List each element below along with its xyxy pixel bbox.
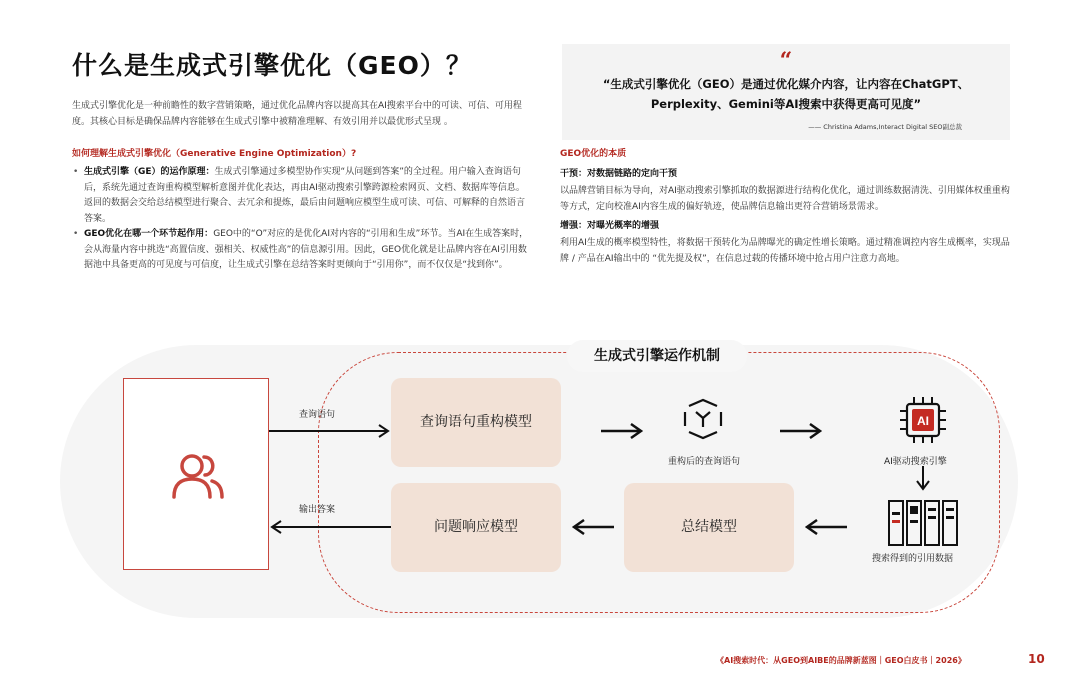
quote-text: “生成式引擎优化（GEO）是通过优化媒介内容，让内容在ChatGPT、Perplexity、Gemini等AI搜索中获得更高可见度”: [602, 77, 970, 111]
page-title: 什么是生成式引擎优化（GEO）？: [72, 51, 472, 80]
page-number: 10: [1028, 652, 1045, 666]
users-icon: [168, 453, 228, 501]
right-subheading-intervene: 干预：对数据链路的定向干预: [560, 169, 678, 179]
flow-arrow: [572, 519, 614, 535]
quote-author: —— Christina Adams,Interact Digital SEO副总裁: [808, 123, 962, 131]
query-label: 查询语句: [299, 410, 336, 420]
bullet-item: [72, 227, 530, 274]
right-subheading-enhance: 增强：对曝光概率的增强: [560, 221, 660, 231]
left-section-heading: 如何理解生成式引擎优化（Generative Engine Optimization）?: [72, 149, 357, 159]
footer-title: 《AI搜索时代：从GEO到AIBE的品牌新蓝图｜GEO白皮书｜2026》: [716, 656, 966, 665]
right-paragraph-intervene: 以品牌营销目标为导向，对AI驱动搜索引擎抓取的数据源进行结构化优化，通过训练数据清洗、引用媒体权重重构等方式，定向校准AI内容生成的偏好轨迹，使品牌信息输出更符合营销场景需求。: [560, 186, 1010, 212]
rewritten-query-label: 重构后的查询语句: [668, 457, 741, 467]
ai-chip-icon: [898, 395, 948, 445]
bullet-lead: GEO优化在哪一个环节起作用：: [84, 229, 214, 239]
bullet-list: [72, 165, 530, 274]
citation-data-icon: [887, 498, 959, 548]
bullet-text: 生成式引擎通过多模型协作实现“从问题到答案”的全过程。用户输入查询语句后，系统先通过查询重构模型解析意图并优化表达，再由AI驱动搜索引擎跨源检索网页、文档、数据库等信息。返回的数据会交给总结模型进行聚合、去冗余和提炼，最后由问题响应模型生成可读、可信、可解释的自然语言答案。: [84, 167, 526, 224]
flow-arrow: [601, 423, 643, 439]
query-rewrite-model: 查询语句重构模型: [391, 378, 561, 467]
answer-arrow: [269, 520, 391, 534]
user-box: [123, 378, 269, 570]
answer-label: 输出答案: [299, 505, 336, 515]
flow-title: 生成式引擎运作机制: [567, 340, 747, 372]
summary-model: 总结模型: [624, 483, 794, 572]
query-arrow: [269, 424, 391, 438]
citation-data-label: 搜索得到的引用数据: [872, 554, 954, 564]
quote-mark-icon: “: [779, 48, 793, 74]
ai-engine-label: AI驱动搜索引擎: [884, 457, 947, 467]
flow-arrow: [780, 423, 822, 439]
right-paragraph-enhance: 利用AI生成的概率模型特性，将数据干预转化为品牌曝光的确定性增长策略。通过精准调控内容生成概率，实现品牌 / 产品在AI输出中的 “优先提及权”，在信息过载的传播环境中抢占用户注意力高地。: [560, 238, 1010, 264]
intro-paragraph: 生成式引擎优化是一种前瞻性的数字营销策略，通过优化品牌内容以提高其在AI搜索平台中的可读、可信、可用程度。其核心目标是确保品牌内容能够在生成式引擎中被精准理解、有效引用并以最优形式呈现 。: [72, 101, 522, 127]
svg-text:AI: AI: [917, 414, 929, 428]
bullet-item: [72, 165, 530, 227]
bullet-text: GEO中的“O”对应的是优化AI对内容的“引用和生成”环节。当AI在生成答案时，会从海量内容中挑选“高置信度、强相关、权威性高”的信息源引用。因此，GEO优化就是让品牌内容在AI引用数据池中具备更高的可见度与可信度，让生成式引擎在总结答案时更倾向于“引用你”，而不仅仅是“找到你”。: [84, 229, 529, 270]
bullet-lead: 生成式引擎（GE）的运作原理：: [84, 167, 215, 177]
right-section-heading: GEO优化的本质: [560, 149, 627, 159]
flow-arrow: [915, 466, 931, 492]
flow-arrow: [805, 519, 847, 535]
response-model: 问题响应模型: [391, 483, 561, 572]
rewritten-query-icon: [683, 398, 723, 440]
